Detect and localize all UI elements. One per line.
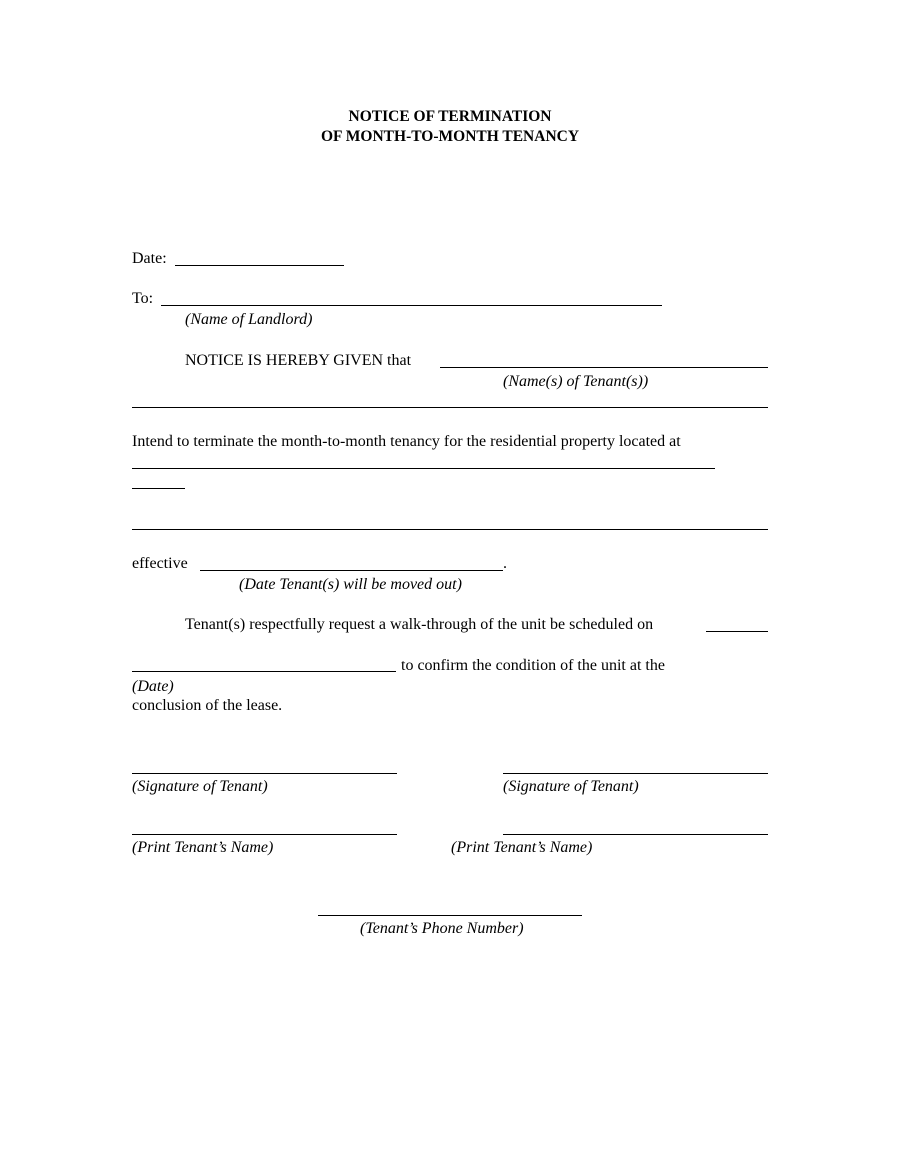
conclusion-text: conclusion of the lease. [132,697,283,714]
landlord-name-blank[interactable] [161,305,662,306]
property-address-blank-3[interactable] [132,529,768,530]
tenant-names-blank-2[interactable] [132,407,768,408]
date-blank[interactable] [175,265,344,266]
print-name-line-1[interactable] [132,834,397,835]
effective-label: effective [132,555,188,572]
confirm-text: to confirm the condition of the unit at the [401,657,665,674]
print-name-caption-1: (Print Tenant’s Name) [132,839,274,856]
print-name-caption-2: (Print Tenant’s Name) [451,839,593,856]
tenants-caption: (Name(s) of Tenant(s)) [503,373,649,390]
tenant-names-blank[interactable] [440,367,768,368]
signature-caption-1: (Signature of Tenant) [132,778,268,795]
notice-text: NOTICE IS HEREBY GIVEN that [185,352,412,369]
signature-line-1[interactable] [132,773,397,774]
phone-caption: (Tenant’s Phone Number) [360,920,524,937]
landlord-caption: (Name of Landlord) [185,311,313,328]
property-address-blank-2[interactable] [132,488,185,489]
signature-caption-2: (Signature of Tenant) [503,778,639,795]
walkthrough-date-blank-2[interactable] [132,671,396,672]
walkthrough-text: Tenant(s) respectfully request a walk-through of the unit be scheduled on [185,616,654,633]
moveout-date-blank[interactable] [200,570,503,571]
date-caption: (Date) [132,678,174,695]
phone-number-line[interactable] [318,915,582,916]
title-line-1: NOTICE OF TERMINATION [348,108,552,125]
print-name-line-2[interactable] [503,834,768,835]
property-address-blank-1[interactable] [132,468,715,469]
date-label: Date: [132,250,167,267]
moveout-caption: (Date Tenant(s) will be moved out) [239,576,462,593]
intend-text: Intend to terminate the month-to-month tenancy for the residential property located at [132,433,681,450]
title-line-2: OF MONTH-TO-MONTH TENANCY [320,128,580,145]
walkthrough-date-blank[interactable] [706,631,768,632]
effective-period: . [503,555,507,572]
signature-line-2[interactable] [503,773,768,774]
to-label: To: [132,290,154,307]
